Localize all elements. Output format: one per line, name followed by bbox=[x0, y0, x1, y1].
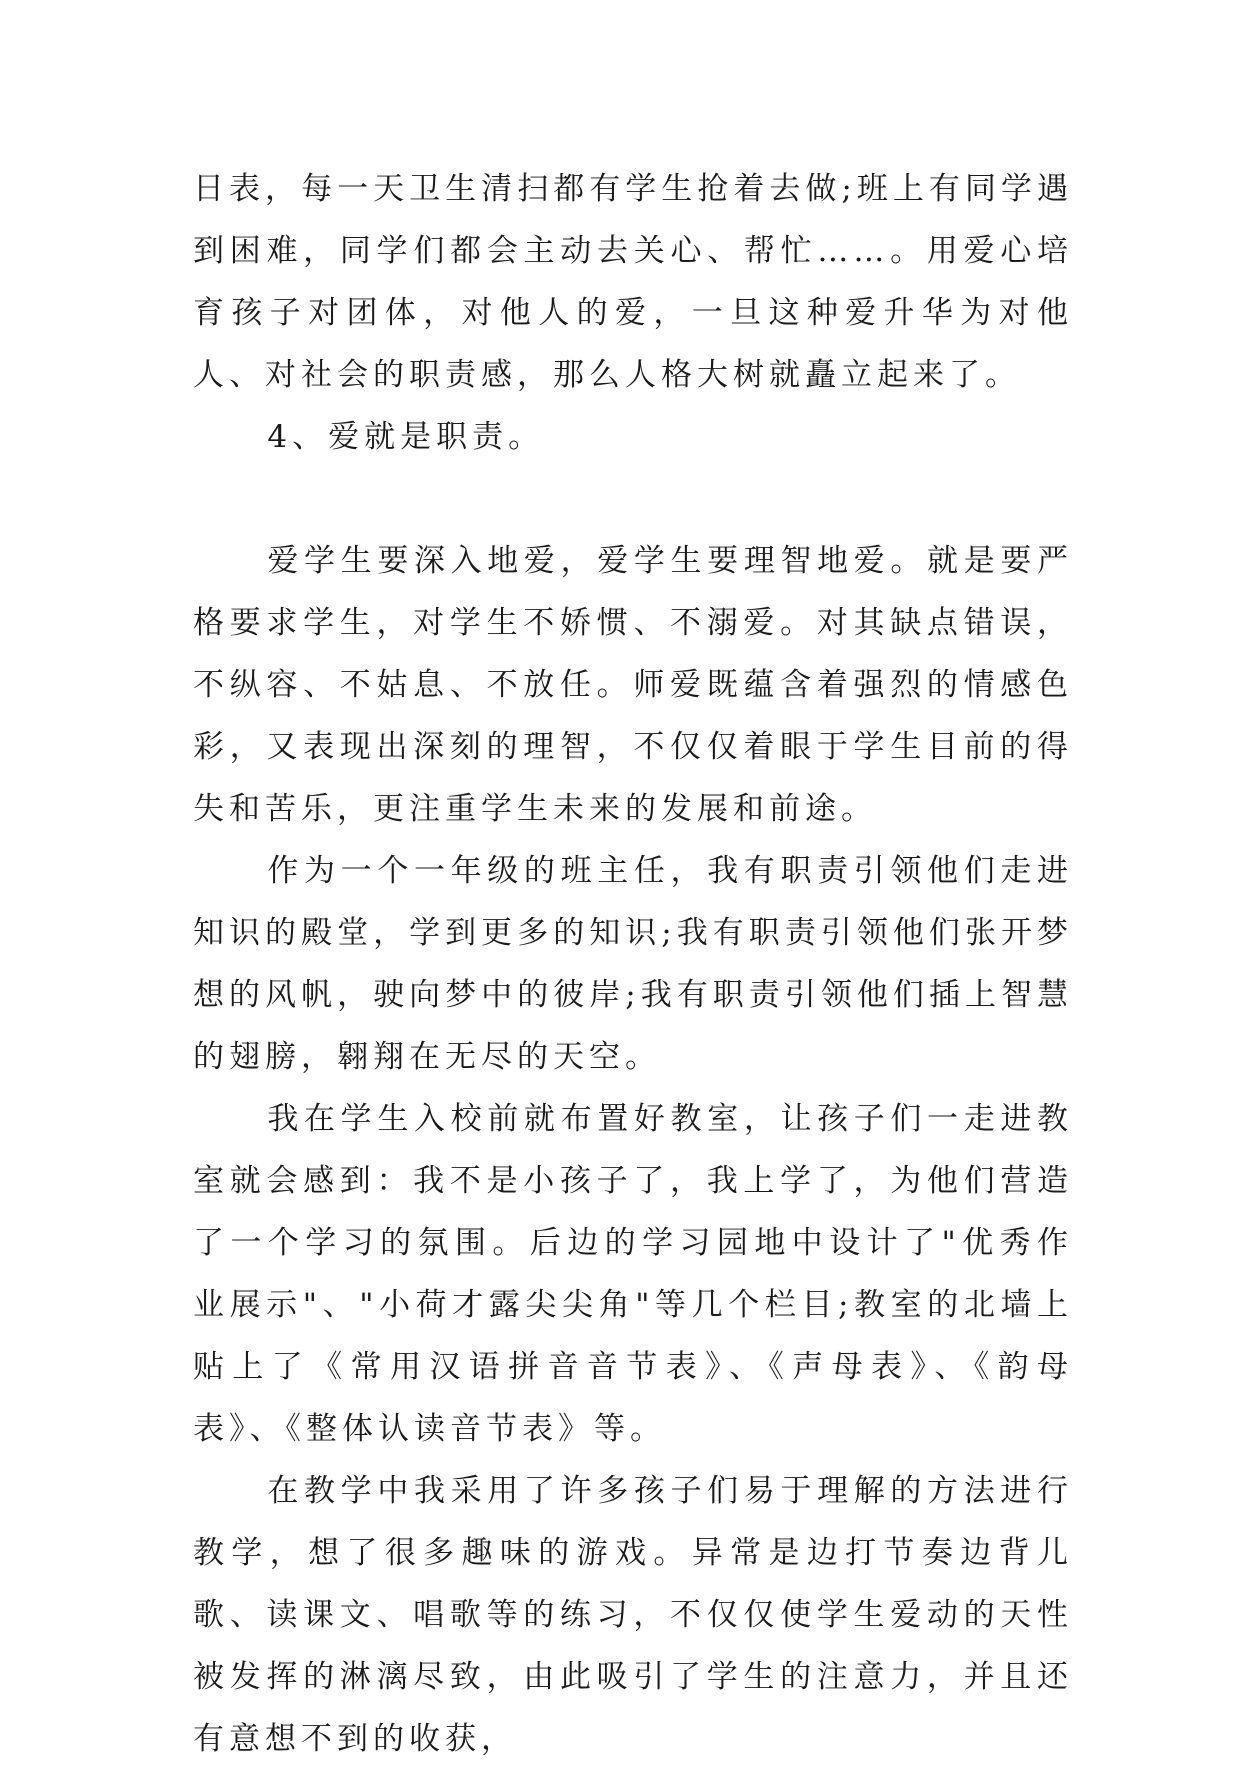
paragraph: 在教学中我采用了许多孩子们易于理解的方法进行教学，想了很多趣味的游戏。异常是边打节奏边背儿歌、读课文、唱歌等的练习，不仅仅使学生爱动的天性被发挥的淋漓尽致，由此吸引了学生的注意力，并且还有意想不到的收获， bbox=[193, 1473, 1073, 1757]
body-text bbox=[193, 158, 1073, 1770]
paragraph: 爱学生要深入地爱，爱学生要理智地爱。就是要严格要求学生，对学生不娇惯、不溺爱。对其缺点错误，不纵容、不姑息、不放任。师爱既蕴含着强烈的情感色彩，又表现出深刻的理智，不仅仅着眼于学生目前的得失和苦乐，更注重学生未来的发展和前途。 bbox=[193, 543, 1073, 827]
paragraph: 我在学生入校前就布置好教室，让孩子们一走进教室就会感到：我不是小孩子了，我上学了，为他们营造了一个学习的氛围。后边的学习园地中设计了"优秀作业展示"、"小荷才露尖尖角"等几个栏目;教室的北墙上贴上了《常用汉语拼音音节表》、《声母表》、《韵母表》、《整体认读音节表》等。 bbox=[193, 1101, 1073, 1447]
paragraph: 作为一个一年级的班主任，我有职责引领他们走进知识的殿堂，学到更多的知识;我有职责引领他们张开梦想的风帆，驶向梦中的彼岸;我有职责引领他们插上智慧的翅膀，翱翔在无尽的天空。 bbox=[193, 853, 1073, 1075]
paragraph-continuation: 日表，每一天卫生清扫都有学生抢着去做;班上有同学遇到困难，同学们都会主动去关心、帮忙……。用爱心培育孩子对团体，对他人的爱，一旦这种爱升华为对他人、对社会的职责感，那么人格大树就矗立起来了。 bbox=[193, 171, 1073, 393]
section-heading: 4、爱就是职责。 bbox=[267, 419, 545, 455]
blank-line bbox=[193, 468, 1073, 530]
